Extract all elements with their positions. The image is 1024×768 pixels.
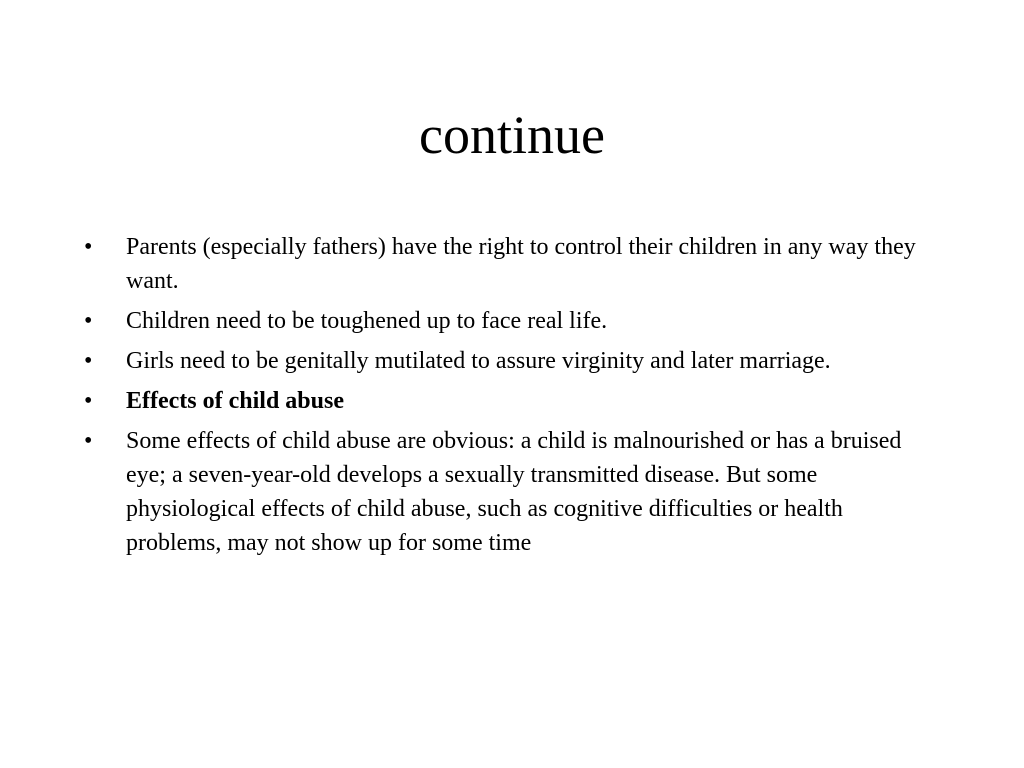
bullet-text: Children need to be toughened up to face real life. <box>126 308 608 334</box>
bullet-icon: • <box>84 388 93 414</box>
bullet-icon: • <box>84 428 93 454</box>
bullet-icon: • <box>84 234 93 260</box>
bullet-text: Some effects of child abuse are obvious: a child is malnourished or has a bruised eye; a seven-year-old develops a sexually transmitted disease. But some physiological effects of child abuse, such as cognitive difficulties or health problems, may not show up for some time <box>126 428 902 556</box>
bullet-item-girls <box>84 344 944 378</box>
bullet-item-effects-heading <box>84 384 944 418</box>
bullet-item-children <box>84 304 944 338</box>
slide-title: continue <box>419 105 605 165</box>
bullet-list <box>84 230 944 566</box>
bullet-text: Parents (especially fathers) have the right to control their children in any way they want. <box>126 234 916 294</box>
bullet-text-heading: Effects of child abuse <box>126 388 344 414</box>
bullet-item-effects-detail <box>84 424 944 560</box>
bullet-icon: • <box>84 308 93 334</box>
bullet-text: Girls need to be genitally mutilated to assure virginity and later marriage. <box>126 348 831 374</box>
bullet-item-parents <box>84 230 944 298</box>
bullet-icon: • <box>84 348 93 374</box>
